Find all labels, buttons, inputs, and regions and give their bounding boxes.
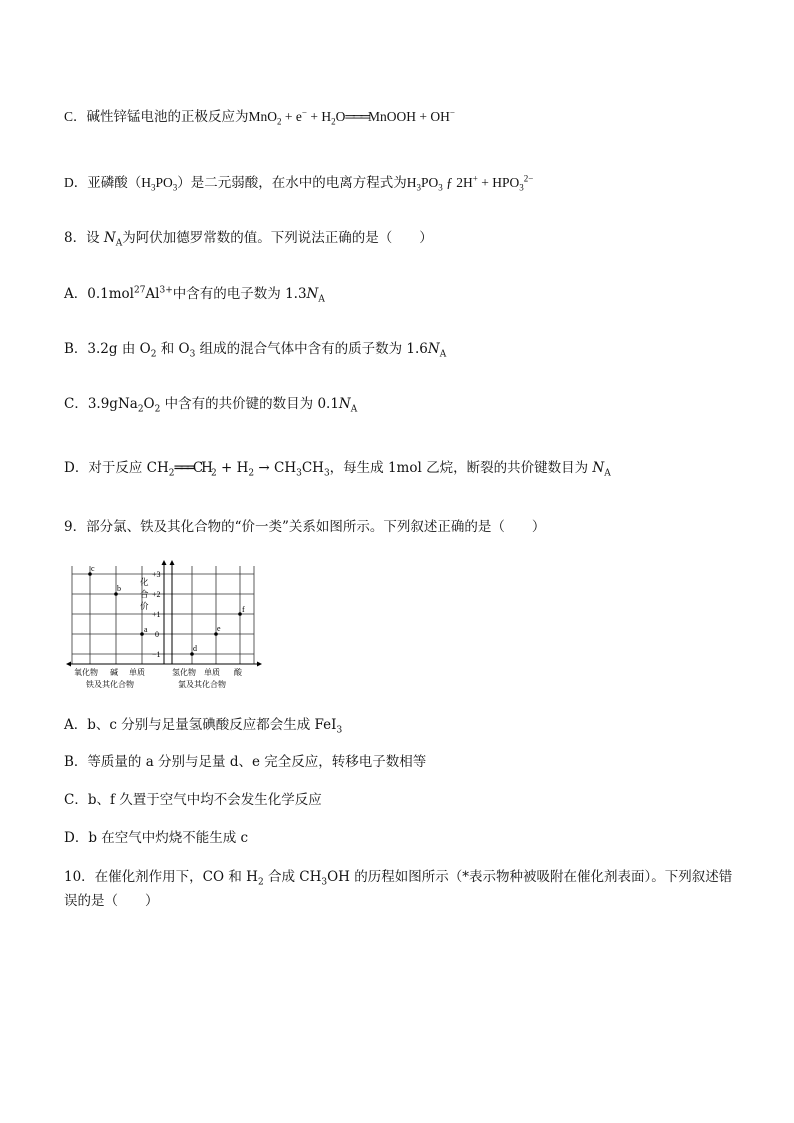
q9-option-b: B．等质量的 a 分别与足量 d、e 完全反应，转移电子数相等: [64, 754, 427, 770]
q10-stem-line2: 误的是（ ）: [64, 893, 159, 909]
y-tick-labels: [152, 570, 161, 659]
y-tick-plus2: +2: [152, 590, 161, 599]
cat-iron-base: 碱: [110, 668, 118, 677]
cat-iron-element: 单质: [129, 668, 145, 677]
label-d: d: [193, 644, 197, 653]
y-axis-title-3: 价: [140, 601, 149, 611]
axes: [68, 562, 260, 664]
group-iron: 铁及其化合物: [86, 680, 134, 689]
point-labels: [91, 564, 245, 653]
label-b: b: [117, 584, 121, 593]
cat-cl-acid: 酸: [234, 668, 242, 677]
x-axis-arrow-right: [257, 662, 262, 667]
q7-option-d: D．亚磷酸$(H_3PO_3)$是二元弱酸，在水中的电离方程式为$H_3PO_3$ ƒ $2H^+ + HPO_3^{2-}$: [64, 173, 534, 193]
y-axis-arrow-right: [170, 560, 175, 565]
label-f: f: [242, 605, 245, 614]
y-axis-title-1: 化: [140, 577, 149, 587]
category-labels: [74, 667, 243, 689]
q8-stem: 8．设 $N_A$为阿伏加德罗常数的值。下列说法正确的是（ ）: [64, 230, 433, 249]
q8-option-c: C．$3.9gNa_2O_2$ 中含有的共价键的数目为 $0.1N_A$: [64, 396, 358, 415]
q9-option-d: D．b 在空气中灼烧不能生成 c: [64, 830, 249, 846]
y-tick-plus1: +1: [152, 610, 161, 619]
q9-stem: 9．部分氯、铁及其化合物的“价一类”关系如图所示。下列叙述正确的是（ ）: [64, 519, 546, 535]
group-chlorine: 氯及其化合物: [178, 680, 226, 689]
q8-option-d: D．对于反应 $CH_2═══CH_2 + H_2 \to CH_3CH_3$，每生成 1mol 乙烷，断裂的共价键数目为 $N_A$: [64, 460, 611, 479]
grid-lines: [72, 566, 254, 664]
x-axis-arrow-left: [66, 662, 71, 667]
cat-cl-element: 单质: [204, 668, 220, 677]
valence-category-figure: [64, 560, 264, 692]
q8-option-a: A．$0.1mol^{27}Al^{3+}$中含有的电子数为 $1.3N_A$: [64, 285, 325, 305]
label-e: e: [217, 624, 221, 633]
cat-cl-hydride: 氢化物: [172, 668, 196, 677]
y-tick-minus1: −1: [152, 650, 161, 659]
q9-option-a: A．b、c 分别与足量氢碘酸反应都会生成 FeI$_3$: [64, 717, 343, 736]
y-tick-zero: 0: [155, 630, 159, 639]
cat-iron-oxide: 氧化物: [74, 668, 98, 677]
y-axis-arrow-left: [162, 560, 167, 565]
label-a: a: [144, 625, 148, 634]
q9-option-c: C．b、f 久置于空气中均不会发生化学反应: [64, 792, 322, 808]
y-axis-title-2: 合: [140, 589, 149, 599]
q8-option-b: B．3.2g 由 $O_2$ 和 $O_3$ 组成的混合气体中含有的质子数为 $1.6N_A$: [64, 341, 447, 360]
q7-option-c: C．碱性锌锰电池的正极反应为$MnO_2 + e^- + H_2O═══MnOOH + OH^-$: [64, 107, 455, 127]
q10-stem-line1: 10．在催化剂作用下，CO 和 $H_2$ 合成 $CH_3OH$ 的历程如图所示（*表示物种被吸附在催化剂表面）。下列叙述错: [64, 869, 733, 888]
label-c: c: [91, 564, 95, 573]
y-tick-plus3: +3: [152, 570, 161, 579]
